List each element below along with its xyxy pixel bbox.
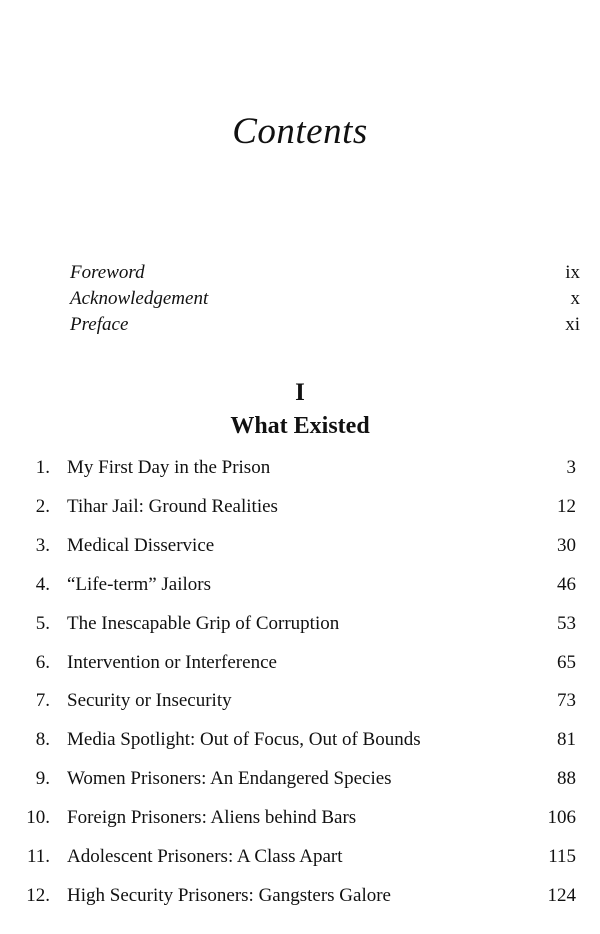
chapter-number: 6. <box>35 652 50 673</box>
front-matter-entry <box>70 262 580 288</box>
front-matter-page: x <box>570 288 580 309</box>
chapter-title: The Inescapable Grip of Corruption <box>67 613 340 634</box>
chapter-title: Adolescent Prisoners: A Class Apart <box>67 846 343 867</box>
chapter-entry <box>0 729 580 759</box>
chapter-entry <box>0 496 580 526</box>
chapter-title: Women Prisoners: An Endangered Species <box>67 768 392 789</box>
chapter-number: 7. <box>35 690 50 711</box>
chapter-page: 124 <box>547 885 576 906</box>
chapter-page: 106 <box>547 807 576 828</box>
page-title: Contents <box>232 111 368 152</box>
chapter-entry <box>0 885 580 915</box>
chapter-entry <box>0 574 580 604</box>
chapter-entry <box>0 768 580 798</box>
chapter-title: High Security Prisoners: Gangsters Galore <box>67 885 391 906</box>
chapter-number: 3. <box>35 535 50 556</box>
chapter-number: 10. <box>26 807 50 828</box>
chapter-entry <box>0 535 580 565</box>
chapter-page: 73 <box>557 690 576 711</box>
chapter-page: 65 <box>557 652 576 673</box>
chapter-title: “Life-term” Jailors <box>67 574 212 595</box>
chapter-page: 88 <box>557 768 576 789</box>
chapter-entry <box>0 846 580 876</box>
part-number: I <box>295 379 305 406</box>
chapter-number: 12. <box>26 885 50 906</box>
chapter-page: 81 <box>557 729 576 750</box>
chapter-page: 46 <box>557 574 576 595</box>
chapter-page: 3 <box>566 457 576 478</box>
chapter-entry <box>0 457 580 487</box>
chapter-page: 53 <box>557 613 576 634</box>
chapter-title: Tihar Jail: Ground Realities <box>67 496 278 517</box>
front-matter-entry <box>70 288 580 314</box>
chapter-number: 2. <box>35 496 50 517</box>
front-matter-entry <box>70 314 580 340</box>
front-matter-label: Preface <box>70 314 129 335</box>
chapter-entry <box>0 690 580 720</box>
chapter-page: 115 <box>548 846 576 867</box>
chapter-title: Security or Insecurity <box>67 690 232 711</box>
chapter-title: Media Spotlight: Out of Focus, Out of Bounds <box>67 729 421 750</box>
chapter-title: Intervention or Interference <box>67 652 277 673</box>
chapter-entry <box>0 652 580 682</box>
front-matter-page: xi <box>565 314 580 335</box>
chapter-entry <box>0 613 580 643</box>
front-matter-label: Foreword <box>70 262 145 283</box>
chapter-page: 12 <box>557 496 576 517</box>
chapter-entry <box>0 807 580 837</box>
chapter-number: 8. <box>35 729 50 750</box>
chapter-number: 5. <box>35 613 50 634</box>
chapter-number: 1. <box>35 457 50 478</box>
chapter-number: 4. <box>35 574 50 595</box>
front-matter-page: ix <box>565 262 580 283</box>
front-matter-label: Acknowledgement <box>70 288 209 309</box>
chapter-title: My First Day in the Prison <box>67 457 271 478</box>
chapter-number: 11. <box>26 846 50 867</box>
chapter-page: 30 <box>557 535 576 556</box>
chapter-title: Foreign Prisoners: Aliens behind Bars <box>67 807 357 828</box>
part-title: What Existed <box>230 413 370 439</box>
chapter-number: 9. <box>35 768 50 789</box>
chapter-title: Medical Disservice <box>67 535 215 556</box>
